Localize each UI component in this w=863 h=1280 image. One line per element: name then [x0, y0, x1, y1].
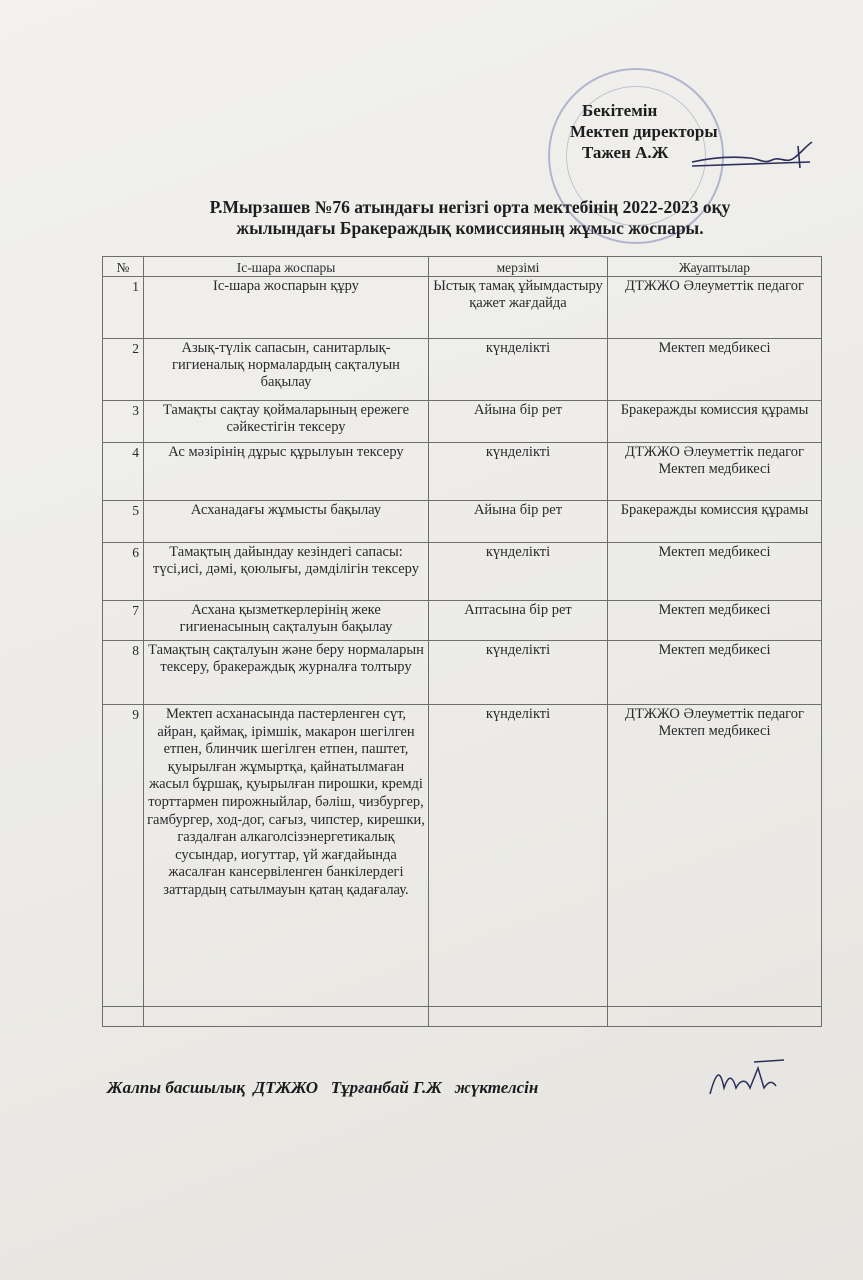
- row-responsible: ДТЖЖО Әлеуметтік педагог: [608, 277, 822, 339]
- header-activity: Іс-шара жоспары: [144, 257, 429, 277]
- row-number: 3: [103, 401, 144, 443]
- approval-line-1: Бекітемін: [582, 101, 658, 120]
- row-activity: Ас мәзірінің дұрыс құрылуын тексеру: [144, 443, 429, 501]
- row-period: күнделікті: [429, 339, 608, 401]
- row-responsible: Мектеп медбикесі: [608, 339, 822, 401]
- row-period: Ыстық тамақ ұйымдастыру қажет жағдайда: [429, 277, 608, 339]
- footer-note: Жалпы басшылық ДТЖЖО Тұрғанбай Г.Ж жүктелсін: [107, 1078, 539, 1097]
- table-row: [103, 443, 822, 501]
- header-period: мерзімі: [429, 257, 608, 277]
- row-period: күнделікті: [429, 705, 608, 1007]
- title-line-2: жылындағы Бракераждық комиссияның жұмыс жоспары.: [236, 218, 704, 238]
- table-row: [103, 401, 822, 443]
- row-responsible: Бракеражды комиссия құрамы: [608, 401, 822, 443]
- header-number: №: [103, 257, 144, 277]
- row-period: күнделікті: [429, 443, 608, 501]
- table-row: [103, 641, 822, 705]
- row-activity: Тамақты сақтау қоймаларының ережеге сәйкестігін тексеру: [144, 401, 429, 443]
- row-responsible: Мектеп медбикесі: [608, 543, 822, 601]
- row-activity: Іс-шара жоспарын құру: [144, 277, 429, 339]
- empty-cell: [429, 1007, 608, 1027]
- table-row: [103, 501, 822, 543]
- empty-cell: [608, 1007, 822, 1027]
- row-number: 4: [103, 443, 144, 501]
- approval-line-2: Мектеп директоры: [570, 122, 718, 141]
- row-activity: Мектеп асханасында пастерленген сүт, айран, қаймақ, ірімшік, макарон шегілген етпен, блинчик шегілген етпен, паштет, қуырылған жұмыртқа, қайнатылмаған жасыл бұршақ, қуырылған пирошки, кремді торттармен пирожныйлар, бәліш, чизбургер, гамбургер, ход-дог, сағыз, чипстер, кирешки, газдалған алкаголсізэнергетикалық сусындар, иогуттар, үй жағдайында жасалған кансервіленген банкілердегі заттардың сатылмауын қатаң қадағалау.: [144, 705, 429, 1007]
- table-row: [103, 277, 822, 339]
- row-number: 7: [103, 601, 144, 641]
- row-period: Айына бір рет: [429, 501, 608, 543]
- row-responsible: ДТЖЖО Әлеуметтік педагог Мектеп медбикесі: [608, 705, 822, 1007]
- row-period: күнделікті: [429, 543, 608, 601]
- row-number: 1: [103, 277, 144, 339]
- table-header-row: [103, 257, 822, 277]
- row-number: 9: [103, 705, 144, 1007]
- row-activity: Тамақтың дайындау кезіндегі сапасы: түсі,исі, дәмі, қоюлығы, дәмділігін тексеру: [144, 543, 429, 601]
- table-row: [103, 339, 822, 401]
- table-empty-row: [103, 1007, 822, 1027]
- row-period: Айына бір рет: [429, 401, 608, 443]
- title-line-1: Р.Мырзашев №76 атындағы негізгі орта мектебінің 2022-2023 оқу: [209, 197, 731, 217]
- assignee-signature: [706, 1058, 786, 1108]
- row-number: 6: [103, 543, 144, 601]
- row-number: 2: [103, 339, 144, 401]
- header-responsible: Жауаптылар: [608, 257, 822, 277]
- row-period: күнделікті: [429, 641, 608, 705]
- table-row: [103, 543, 822, 601]
- row-activity: Азық-түлік сапасын, санитарлық-гигиеналық нормалардың сақталуын бақылау: [144, 339, 429, 401]
- row-period: Аптасына бір рет: [429, 601, 608, 641]
- row-number: 8: [103, 641, 144, 705]
- page-title: [150, 197, 790, 239]
- row-activity: Асхана қызметкерлерінің жеке гигиенасының сақталуын бақылау: [144, 601, 429, 641]
- approval-line-3: Тажен А.Ж: [582, 143, 669, 162]
- row-responsible: Мектеп медбикесі: [608, 641, 822, 705]
- director-signature: [690, 138, 820, 178]
- table-row: [103, 601, 822, 641]
- row-activity: Тамақтың сақталуын және беру нормаларын тексеру, бракераждық журналға толтыру: [144, 641, 429, 705]
- row-responsible: Бракеражды комиссия құрамы: [608, 501, 822, 543]
- work-plan-table: [102, 256, 822, 1027]
- table-row: [103, 705, 822, 1007]
- row-responsible: ДТЖЖО Әлеуметтік педагог Мектеп медбикесі: [608, 443, 822, 501]
- empty-cell: [144, 1007, 429, 1027]
- empty-cell: [103, 1007, 144, 1027]
- row-number: 5: [103, 501, 144, 543]
- row-activity: Асханадағы жұмысты бақылау: [144, 501, 429, 543]
- row-responsible: Мектеп медбикесі: [608, 601, 822, 641]
